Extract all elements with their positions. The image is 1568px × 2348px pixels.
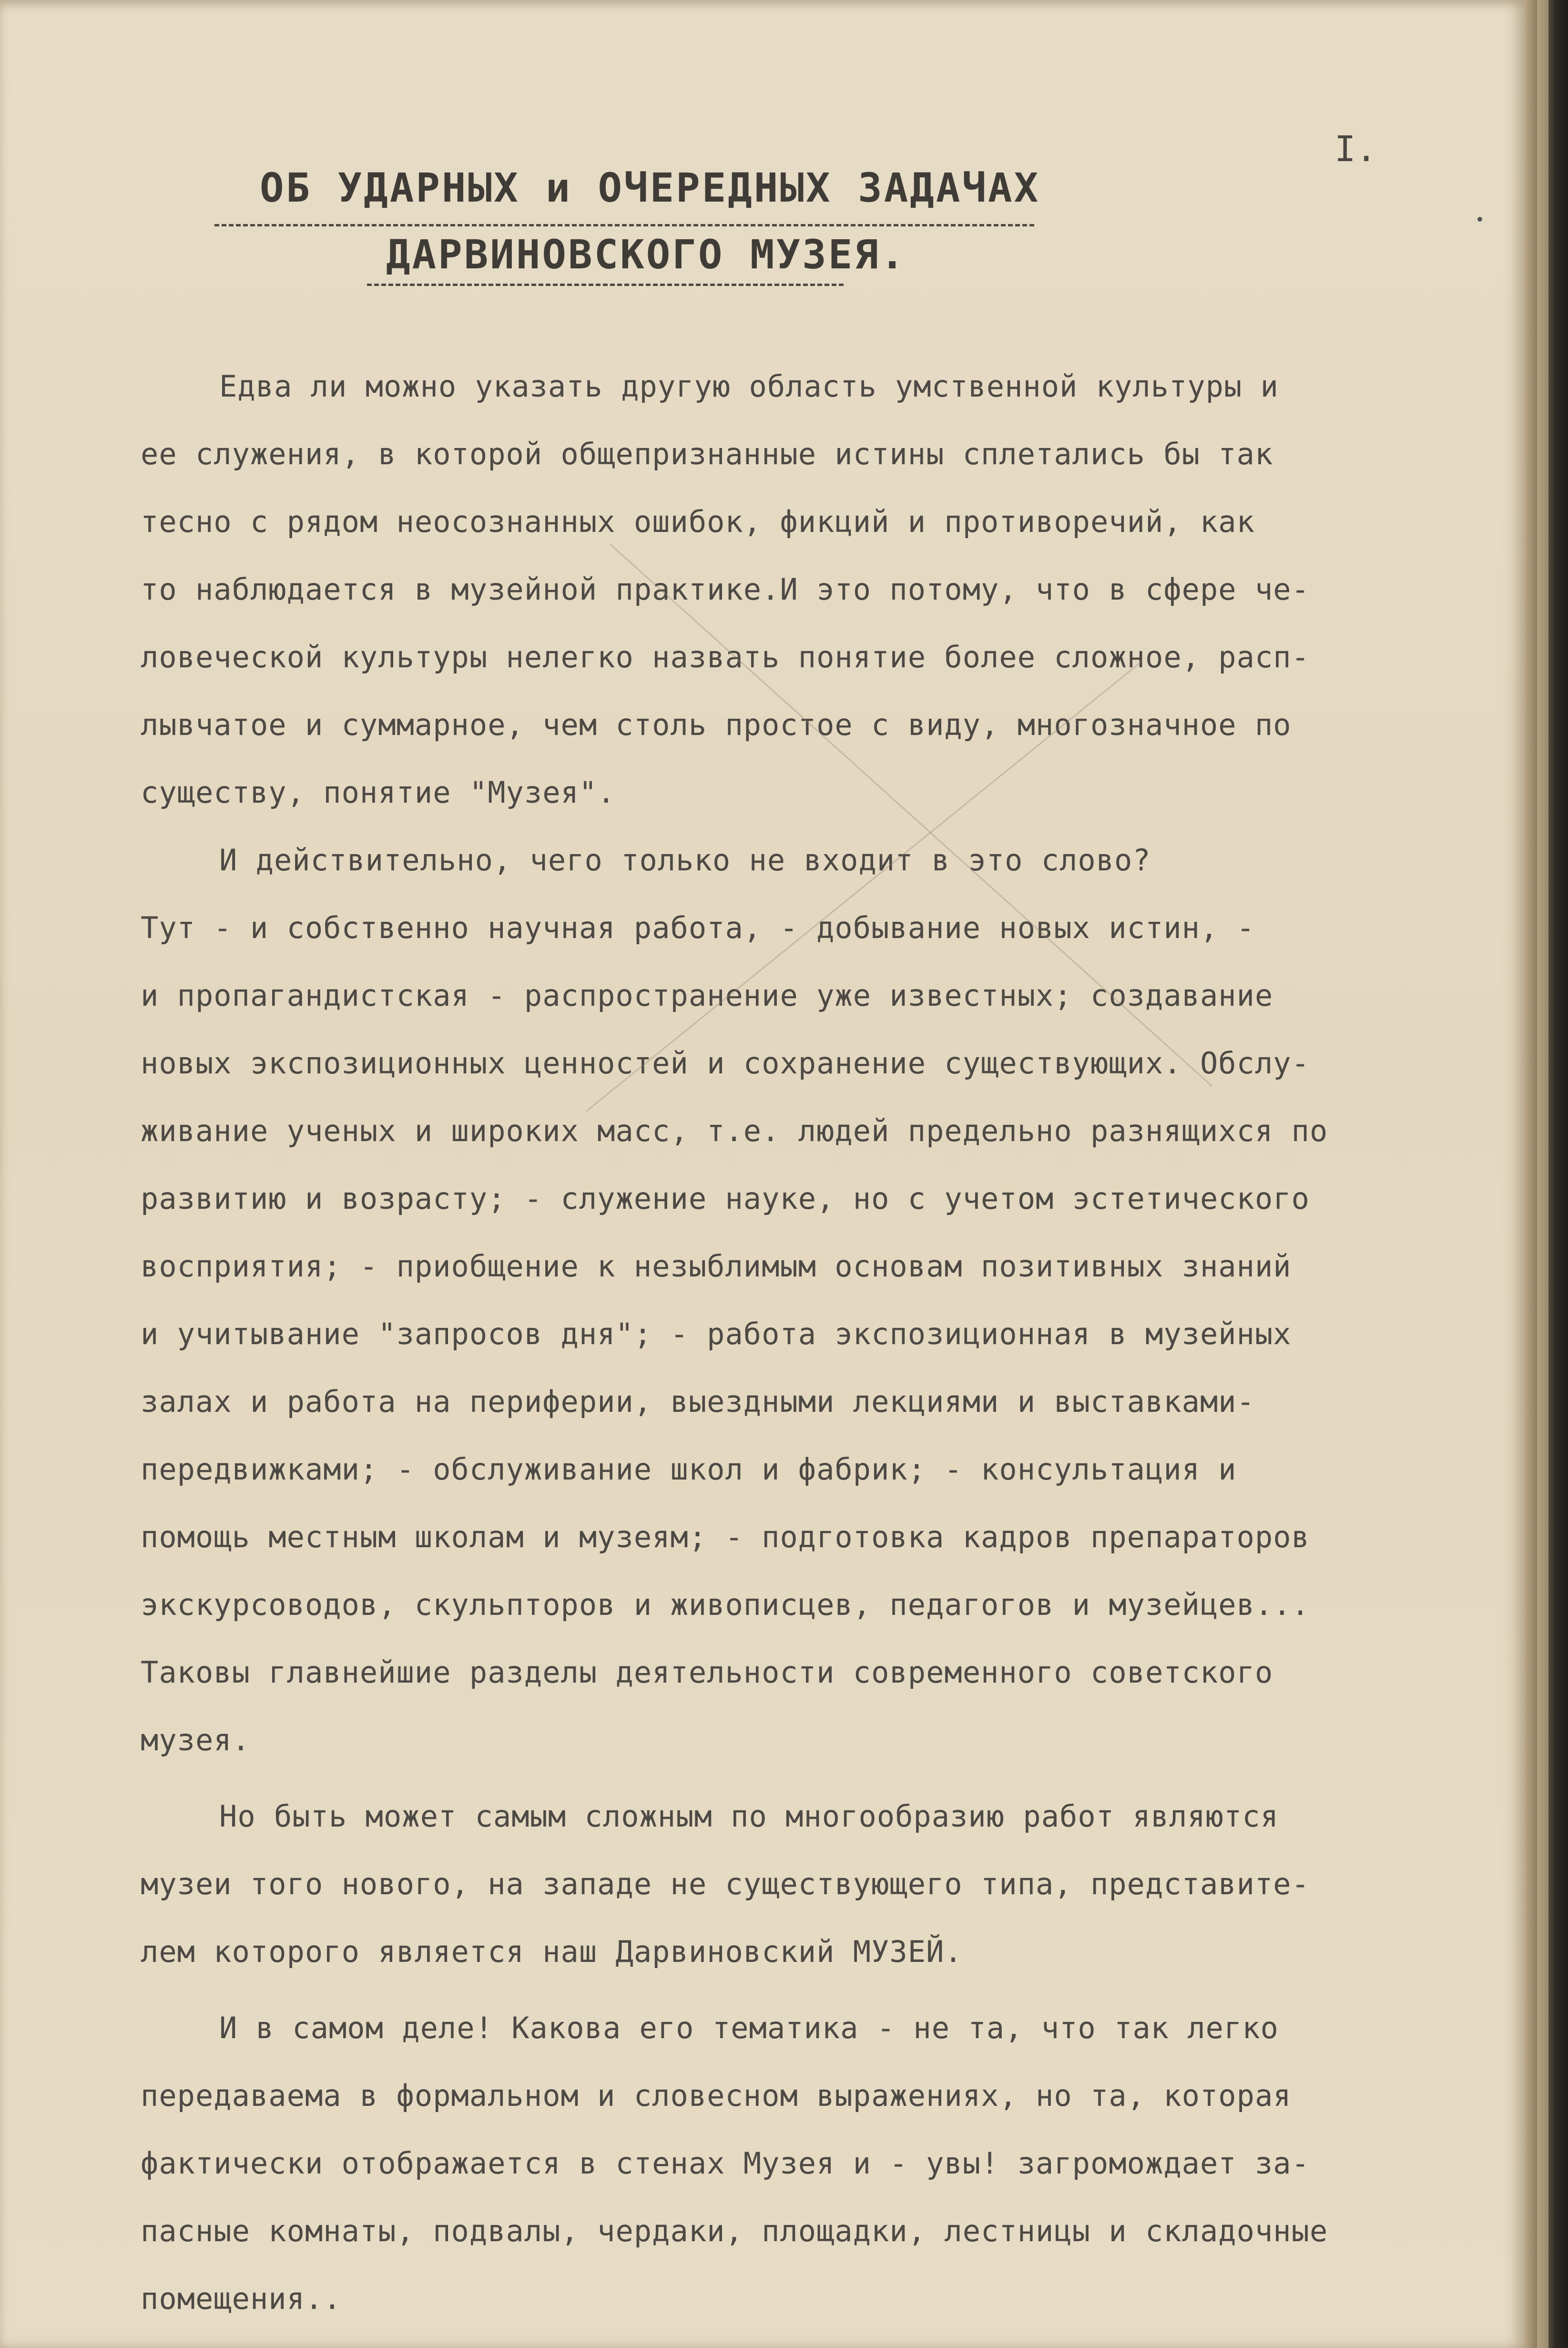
text-line: экскурсоводов, скульпторов и живописцев, педагогов и музейцев... xyxy=(141,1587,1310,1622)
title-line-1: ОБ УДАРНЫХ и ОЧЕРЕДНЫХ ЗАДАЧАХ xyxy=(260,164,1040,211)
binding-strip xyxy=(1537,0,1548,2348)
text-line: восприятия; - приобщение к незыблимым основам позитивных знаний xyxy=(141,1249,1292,1284)
ink-dot xyxy=(1477,217,1482,222)
body-text xyxy=(141,353,1513,2333)
text-line: передвижками; - обслуживание школ и фабрик; - консультация и xyxy=(141,1452,1237,1487)
text-line: И действительно, чего только не входит в это слово? xyxy=(219,843,1151,878)
text-line: тесно с рядом неосознанных ошибок, фикций и противоречий, как xyxy=(141,504,1255,539)
text-line: и учитывание "запросов дня"; - работа экспозиционная в музейных xyxy=(141,1317,1292,1351)
text-line: живание ученых и широких масс, т.е. людей предельно разнящихся по xyxy=(141,1113,1328,1148)
text-line: Но быть может самым сложным по многообразию работ являются xyxy=(219,1799,1279,1834)
text-line: ловеческой культуры нелегко назвать понятие более сложное, расп- xyxy=(141,640,1310,674)
text-line: И в самом деле! Какова его тематика - не та, что так легко xyxy=(219,2011,1279,2045)
text-line: пасные комнаты, подвалы, чердаки, площадки, лестницы и складочные xyxy=(141,2214,1328,2248)
text-line: существу, понятие "Музея". xyxy=(141,775,616,810)
text-line: и пропагандистская - распространение уже известных; создавание xyxy=(141,978,1273,1013)
text-line: фактически отображается в стенах Музея и - увы! загромождает за- xyxy=(141,2146,1310,2181)
text-line: лывчатое и суммарное, чем столь простое с виду, многозначное по xyxy=(141,707,1292,742)
text-line: то наблюдается в музейной практике.И это потому, что в сфере че- xyxy=(141,572,1310,607)
text-line: Едва ли можно указать другую область умственной культуры и xyxy=(219,369,1279,404)
text-line: новых экспозиционных ценностей и сохранение существующих. Обслу- xyxy=(141,1046,1310,1081)
text-line: помощь местным школам и музеям; - подготовка кадров препараторов xyxy=(141,1520,1310,1554)
text-line: помещения.. xyxy=(141,2281,342,2316)
title-underline-1 xyxy=(214,224,1034,226)
text-line: передаваема в формальном и словесном выражениях, но та, которая xyxy=(141,2078,1292,2113)
text-line: Тут - и собственно научная работа, - добывание новых истин, - xyxy=(141,910,1255,945)
text-line: музеи того нового, на западе не существующего типа, представите- xyxy=(141,1867,1310,1901)
text-line: развитию и возрасту; - служение науке, но с учетом эстетического xyxy=(141,1181,1310,1216)
title-underline-2 xyxy=(367,284,844,286)
text-line: Таковы главнейшие разделы деятельности современного советского xyxy=(141,1655,1273,1690)
text-line: лем которого является наш Дарвиновский МУЗЕЙ. xyxy=(141,1934,963,1969)
page-number: I. xyxy=(1334,129,1377,170)
text-line: залах и работа на периферии, выездными лекциями и выставками- xyxy=(141,1384,1255,1419)
text-line: музея. xyxy=(141,1723,250,1757)
text-line: ее служения, в которой общепризнанные истины сплетались бы так xyxy=(141,437,1273,471)
title-line-2: ДАРВИНОВСКОГО МУЗЕЯ. xyxy=(386,231,906,278)
